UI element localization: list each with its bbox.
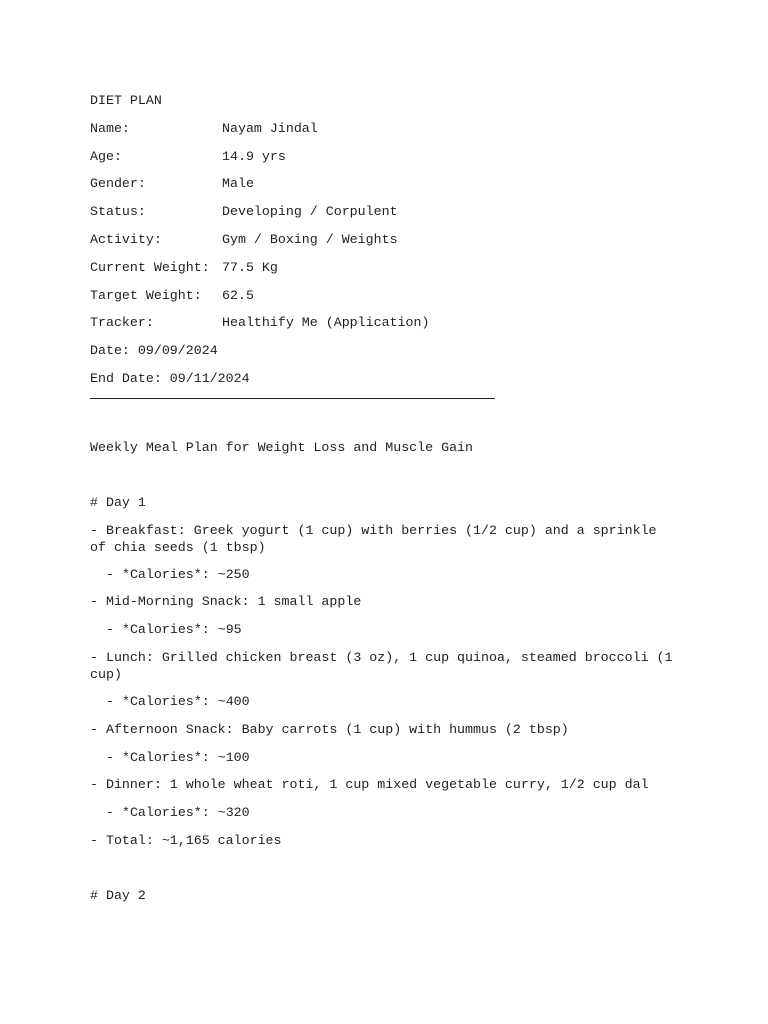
day1-dinner: - Dinner: 1 whole wheat roti, 1 cup mixed vegetable curry, 1/2 cup dal: [90, 777, 649, 793]
field-value: 77.5 Kg: [222, 259, 278, 275]
field-value: 14.9 yrs: [222, 148, 286, 164]
horizontal-rule: [90, 398, 495, 399]
day1-breakfast-calories: - *Calories*: ~250: [106, 566, 250, 582]
field-label: Status:: [90, 204, 146, 220]
field-gender: [90, 175, 690, 193]
field-label: Name:: [90, 120, 130, 136]
field-label: Target Weight:: [90, 287, 202, 303]
field-activity: [90, 231, 690, 249]
field-value: Male: [222, 176, 254, 192]
field-label: Gender:: [90, 176, 146, 192]
field-value: Gym / Boxing / Weights: [222, 231, 398, 247]
field-value: 62.5: [222, 287, 254, 303]
day1-snack1-calories: - *Calories*: ~95: [106, 622, 242, 638]
day1-snack2: - Afternoon Snack: Baby carrots (1 cup) with hummus (2 tbsp): [90, 721, 569, 737]
start-date: Date: 09/09/2024: [90, 343, 218, 359]
field-tracker: [90, 314, 690, 332]
field-label: Tracker:: [90, 315, 154, 331]
field-value: Developing / Corpulent: [222, 204, 398, 220]
day1-snack1: - Mid-Morning Snack: 1 small apple: [90, 594, 362, 610]
document-title: DIET PLAN: [90, 93, 162, 108]
end-date: End Date: 09/11/2024: [90, 370, 250, 386]
field-target-weight: [90, 287, 690, 305]
day1-snack2-calories: - *Calories*: ~100: [106, 749, 250, 765]
document-page: [90, 92, 690, 915]
day1-total: - Total: ~1,165 calories: [90, 832, 282, 848]
field-name: [90, 120, 690, 138]
day1-heading: # Day 1: [90, 494, 146, 510]
day1-dinner-calories: - *Calories*: ~320: [106, 805, 250, 821]
day1-lunch: - Lunch: Grilled chicken breast (3 oz), 1 cup quinoa, steamed broccoli (1 cup): [90, 649, 681, 682]
field-value: Nayam Jindal: [222, 120, 318, 136]
field-age: [90, 148, 690, 166]
field-current-weight: [90, 259, 690, 277]
field-status: [90, 203, 690, 221]
field-label: Current Weight:: [90, 259, 210, 275]
plan-title: Weekly Meal Plan for Weight Loss and Muscle Gain: [90, 439, 474, 455]
day1-breakfast: - Breakfast: Greek yogurt (1 cup) with berries (1/2 cup) and a sprinkle of chia seeds (1 tbsp): [90, 522, 665, 555]
day2-heading: # Day 2: [90, 887, 146, 903]
field-value: Healthify Me (Application): [222, 315, 430, 331]
field-label: Age:: [90, 148, 122, 164]
field-label: Activity:: [90, 231, 162, 247]
day1-lunch-calories: - *Calories*: ~400: [106, 693, 250, 709]
